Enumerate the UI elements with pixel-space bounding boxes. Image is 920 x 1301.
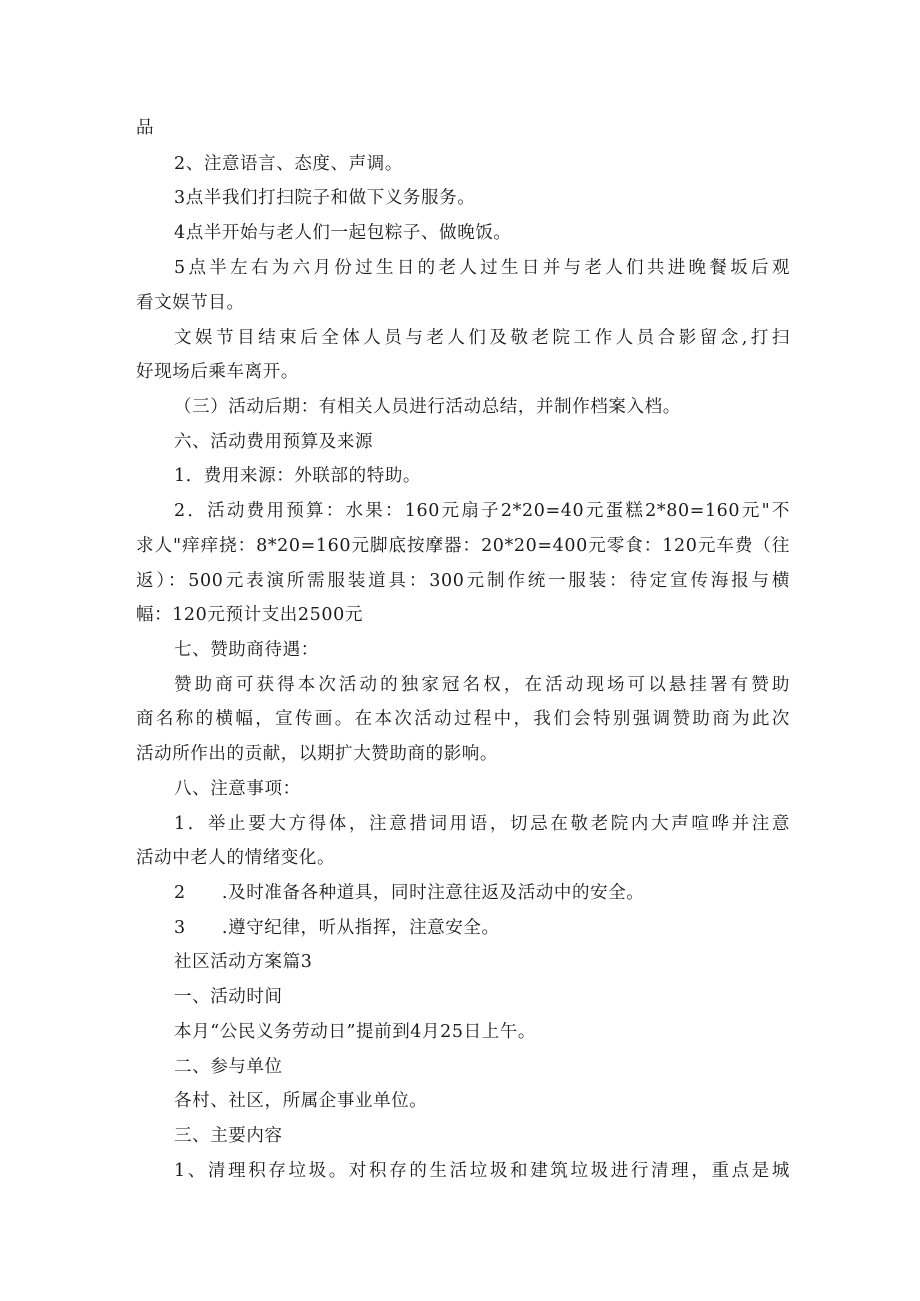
text-line: 返）：500元表演所需服装道具：300元制作统一服装：待定宣传海报与横 (136, 571, 790, 591)
text-line: 活动中老人的情绪变化。 (136, 848, 336, 868)
section-heading: 二、参与单位 (174, 1057, 283, 1077)
section-heading: 七、赞助商待遇： (174, 640, 319, 660)
text-line: 幅：120元预计支出2500元 (136, 605, 363, 625)
text-line: 求人"痒痒挠：8*20=160元脚底按摩器：20*20=400元零食：120元车费（往 (136, 536, 790, 556)
section-title: 社区活动方案篇3 (174, 952, 313, 972)
text-line: 各村、社区，所属企事业单位。 (174, 1091, 428, 1111)
text-line: 文娱节目结束后全体人员与老人们及敬老院工作人员合影留念,打扫 (174, 328, 790, 348)
text-line: 2 .及时准备各种道具，同时注意往返及活动中的安全。 (174, 883, 645, 903)
text-line: 好现场后乘车离开。 (136, 362, 299, 382)
text-line: 4点半开始与老人们一起包粽子、做晚饭。 (174, 223, 512, 243)
text-line: 赞助商可获得本次活动的独家冠名权，在活动现场可以悬挂署有赞助 (174, 675, 790, 695)
text-line: 5点半左右为六月份过生日的老人过生日并与老人们共进晚餐坂后观 (174, 258, 790, 278)
text-line: 活动所作出的贡献，以期扩大赞助商的影响。 (136, 744, 498, 764)
section-heading: 一、活动时间 (174, 987, 283, 1007)
text-line: 3点半我们打扫院子和做下义务服务。 (174, 188, 476, 208)
section-heading: 六、活动费用预算及来源 (174, 432, 374, 452)
text-line: 本月“公民义务劳动日”提前到4月25日上午。 (174, 1022, 536, 1042)
text-line: 品 (136, 118, 155, 138)
section-heading: 三、主要内容 (174, 1126, 283, 1146)
text-line: 1．举止要大方得体，注意措词用语，切忌在敬老院内大声喧哗并注意 (174, 814, 790, 834)
text-line: 1．费用来源：外联部的特助。 (174, 466, 422, 486)
section-heading: 八、注意事项： (174, 779, 301, 799)
text-line: 看文娱节目。 (136, 293, 245, 313)
text-line: 商名称的横幅，宣传画。在本次活动过程中，我们会特别强调赞助商为此次 (136, 709, 790, 729)
text-line: 3 .遵守纪律，听从指挥，注意安全。 (174, 918, 500, 938)
text-line: 2．活动费用预算：水果：160元扇子2*20=40元蛋糕2*80=160元"不 (174, 501, 790, 521)
text-line: 2、注意语言、态度、声调。 (174, 154, 403, 174)
text-line: 1、清理积存垃圾。对积存的生活垃圾和建筑垃圾进行清理，重点是城 (174, 1161, 790, 1181)
text-line: （三）活动后期：有相关人员进行活动总结，并制作档案入档。 (174, 397, 681, 417)
